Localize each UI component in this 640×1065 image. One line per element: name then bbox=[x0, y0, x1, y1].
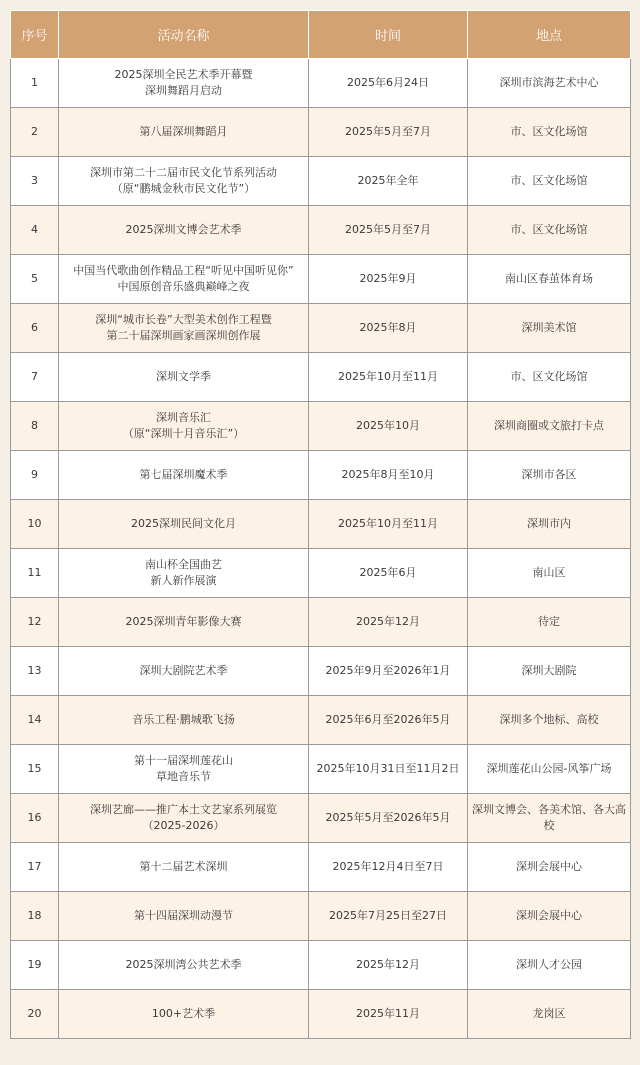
cell-name bbox=[59, 353, 309, 402]
cell-time: 2025年10月至11月 bbox=[309, 500, 468, 549]
cell-name-line: 2025深圳民间文化月 bbox=[131, 517, 236, 530]
cell-place: 市、区文化场馆 bbox=[468, 157, 631, 206]
cell-place: 市、区文化场馆 bbox=[468, 206, 631, 255]
cell-no: 15 bbox=[11, 745, 59, 794]
table-row bbox=[11, 990, 631, 1039]
table-row bbox=[11, 353, 631, 402]
cell-name-line: 100+艺术季 bbox=[151, 1007, 216, 1020]
cell-name-line: 南山杯全国曲艺 bbox=[145, 558, 222, 571]
cell-no: 6 bbox=[11, 304, 59, 353]
cell-place: 深圳多个地标、高校 bbox=[468, 696, 631, 745]
cell-name-line: （2025-2026） bbox=[142, 819, 225, 832]
table-row bbox=[11, 304, 631, 353]
cell-time: 2025年12月4日至7日 bbox=[309, 843, 468, 892]
cell-name bbox=[59, 549, 309, 598]
cell-time: 2025年5月至2026年5月 bbox=[309, 794, 468, 843]
cell-no: 7 bbox=[11, 353, 59, 402]
table-row bbox=[11, 696, 631, 745]
cell-place: 深圳美术馆 bbox=[468, 304, 631, 353]
cell-time: 2025年12月 bbox=[309, 598, 468, 647]
cell-name bbox=[59, 745, 309, 794]
cell-name-line: 深圳音乐汇 bbox=[156, 411, 211, 424]
cell-name bbox=[59, 157, 309, 206]
table-row bbox=[11, 157, 631, 206]
cell-no: 9 bbox=[11, 451, 59, 500]
table-row bbox=[11, 794, 631, 843]
header-time: 时间 bbox=[309, 11, 468, 59]
cell-name-line: （原“深圳十月音乐汇”） bbox=[122, 427, 245, 440]
cell-no: 5 bbox=[11, 255, 59, 304]
cell-name-line: 2025深圳全民艺术季开幕暨 bbox=[114, 68, 253, 81]
cell-time: 2025年全年 bbox=[309, 157, 468, 206]
cell-time: 2025年6月24日 bbox=[309, 59, 468, 108]
cell-time: 2025年7月25日至27日 bbox=[309, 892, 468, 941]
events-table-container bbox=[10, 10, 630, 1039]
cell-place: 南山区春茧体育场 bbox=[468, 255, 631, 304]
cell-time: 2025年11月 bbox=[309, 990, 468, 1039]
cell-name bbox=[59, 647, 309, 696]
cell-name-line: 中国当代歌曲创作精品工程“听见中国听见你” bbox=[73, 264, 294, 277]
cell-no: 2 bbox=[11, 108, 59, 157]
table-row bbox=[11, 941, 631, 990]
cell-time: 2025年8月 bbox=[309, 304, 468, 353]
cell-name-line: 第十二届艺术深圳 bbox=[139, 860, 228, 873]
cell-name-line: 2025深圳湾公共艺术季 bbox=[125, 958, 242, 971]
cell-name bbox=[59, 794, 309, 843]
cell-name-line: 音乐工程·鹏城歌飞扬 bbox=[132, 713, 235, 726]
table-header bbox=[11, 11, 631, 59]
cell-name-line: 深圳舞蹈月启动 bbox=[145, 84, 222, 97]
cell-no: 10 bbox=[11, 500, 59, 549]
cell-name-line: 草地音乐节 bbox=[156, 770, 211, 783]
table-row bbox=[11, 402, 631, 451]
cell-name bbox=[59, 843, 309, 892]
cell-place: 市、区文化场馆 bbox=[468, 353, 631, 402]
table-row bbox=[11, 745, 631, 794]
cell-time: 2025年12月 bbox=[309, 941, 468, 990]
table-row bbox=[11, 108, 631, 157]
cell-no: 20 bbox=[11, 990, 59, 1039]
cell-name-line: 第七届深圳魔术季 bbox=[139, 468, 228, 481]
cell-name-line: （原“鹏城金秋市民文化节”） bbox=[111, 182, 256, 195]
header-no: 序号 bbox=[11, 11, 59, 59]
cell-name-line: 第十四届深圳动漫节 bbox=[134, 909, 233, 922]
cell-place: 深圳市各区 bbox=[468, 451, 631, 500]
table-row bbox=[11, 549, 631, 598]
cell-place: 南山区 bbox=[468, 549, 631, 598]
cell-no: 11 bbox=[11, 549, 59, 598]
cell-place: 龙岗区 bbox=[468, 990, 631, 1039]
cell-place: 深圳文博会、各美术馆、各大高校 bbox=[468, 794, 631, 843]
table-row bbox=[11, 255, 631, 304]
cell-place: 深圳市滨海艺术中心 bbox=[468, 59, 631, 108]
cell-name-line: 深圳大剧院艺术季 bbox=[139, 664, 228, 677]
cell-time: 2025年6月 bbox=[309, 549, 468, 598]
cell-place: 深圳人才公园 bbox=[468, 941, 631, 990]
cell-name bbox=[59, 451, 309, 500]
cell-name bbox=[59, 206, 309, 255]
table-row bbox=[11, 206, 631, 255]
cell-name bbox=[59, 990, 309, 1039]
cell-name bbox=[59, 304, 309, 353]
cell-name-line: 深圳文学季 bbox=[156, 370, 211, 383]
cell-name bbox=[59, 108, 309, 157]
cell-place: 待定 bbox=[468, 598, 631, 647]
cell-place: 深圳商圈或文旅打卡点 bbox=[468, 402, 631, 451]
table-row bbox=[11, 500, 631, 549]
cell-name-line: 深圳艺廊——推广本土文艺家系列展览 bbox=[90, 803, 277, 816]
cell-no: 14 bbox=[11, 696, 59, 745]
cell-name bbox=[59, 892, 309, 941]
cell-time: 2025年9月至2026年1月 bbox=[309, 647, 468, 696]
cell-time: 2025年6月至2026年5月 bbox=[309, 696, 468, 745]
table-row bbox=[11, 892, 631, 941]
cell-place: 深圳大剧院 bbox=[468, 647, 631, 696]
cell-no: 1 bbox=[11, 59, 59, 108]
cell-no: 19 bbox=[11, 941, 59, 990]
cell-name-line: 深圳“城市长卷”大型美术创作工程暨 bbox=[95, 313, 272, 326]
cell-no: 18 bbox=[11, 892, 59, 941]
header-name: 活动名称 bbox=[59, 11, 309, 59]
cell-name bbox=[59, 402, 309, 451]
table-row bbox=[11, 598, 631, 647]
cell-no: 13 bbox=[11, 647, 59, 696]
cell-time: 2025年8月至10月 bbox=[309, 451, 468, 500]
cell-time: 2025年10月至11月 bbox=[309, 353, 468, 402]
cell-place: 深圳会展中心 bbox=[468, 892, 631, 941]
cell-no: 8 bbox=[11, 402, 59, 451]
cell-time: 2025年10月 bbox=[309, 402, 468, 451]
cell-name-line: 深圳市第二十二届市民文化节系列活动 bbox=[90, 166, 277, 179]
cell-name-line: 新人新作展演 bbox=[150, 574, 217, 587]
cell-time: 2025年5月至7月 bbox=[309, 108, 468, 157]
header-place: 地点 bbox=[468, 11, 631, 59]
cell-name bbox=[59, 941, 309, 990]
cell-name bbox=[59, 598, 309, 647]
cell-place: 深圳会展中心 bbox=[468, 843, 631, 892]
cell-name bbox=[59, 59, 309, 108]
cell-time: 2025年9月 bbox=[309, 255, 468, 304]
cell-name bbox=[59, 500, 309, 549]
cell-no: 16 bbox=[11, 794, 59, 843]
cell-name bbox=[59, 255, 309, 304]
cell-no: 4 bbox=[11, 206, 59, 255]
cell-no: 17 bbox=[11, 843, 59, 892]
cell-name bbox=[59, 696, 309, 745]
table-row bbox=[11, 843, 631, 892]
cell-time: 2025年5月至7月 bbox=[309, 206, 468, 255]
cell-place: 市、区文化场馆 bbox=[468, 108, 631, 157]
cell-name-line: 2025深圳文博会艺术季 bbox=[125, 223, 242, 236]
cell-name-line: 2025深圳青年影像大赛 bbox=[125, 615, 242, 628]
header-row bbox=[11, 11, 631, 59]
cell-name-line: 第八届深圳舞蹈月 bbox=[139, 125, 228, 138]
cell-no: 12 bbox=[11, 598, 59, 647]
cell-no: 3 bbox=[11, 157, 59, 206]
events-table bbox=[10, 10, 631, 1039]
table-row bbox=[11, 647, 631, 696]
table-row bbox=[11, 451, 631, 500]
table-body bbox=[11, 59, 631, 1039]
cell-name-line: 第二十届深圳画家画深圳创作展 bbox=[106, 329, 261, 342]
cell-time: 2025年10月31日至11月2日 bbox=[309, 745, 468, 794]
cell-name-line: 第十一届深圳莲花山 bbox=[134, 754, 233, 767]
cell-place: 深圳市内 bbox=[468, 500, 631, 549]
table-row bbox=[11, 59, 631, 108]
cell-place: 深圳莲花山公园-风筝广场 bbox=[468, 745, 631, 794]
cell-name-line: 中国原创音乐盛典巅峰之夜 bbox=[117, 280, 250, 293]
